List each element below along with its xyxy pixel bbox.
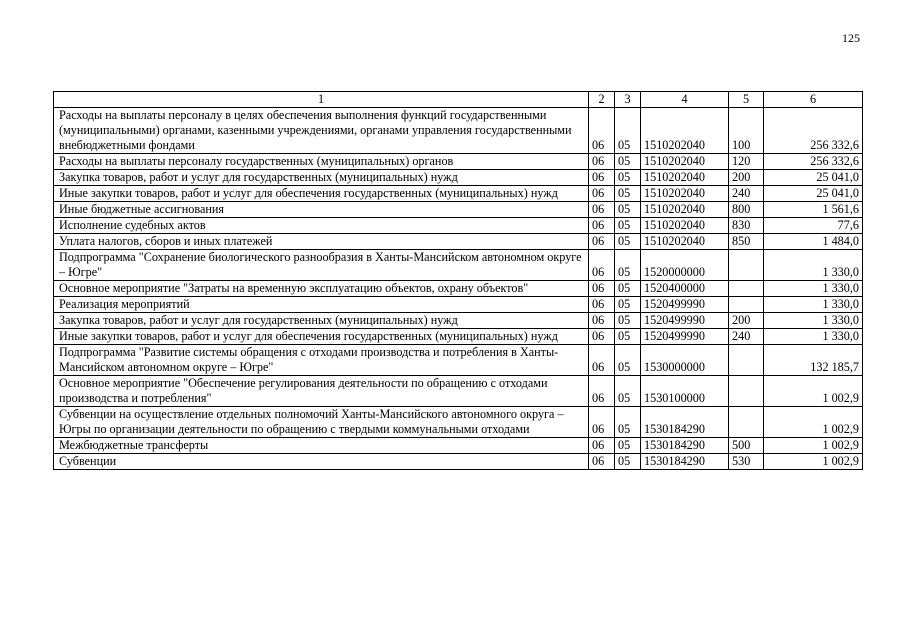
row-name: Межбюджетные трансферты — [54, 438, 589, 454]
table-row — [54, 108, 863, 154]
row-section: 06 — [589, 250, 615, 281]
row-section: 06 — [589, 454, 615, 470]
row-amount: 77,6 — [764, 218, 863, 234]
row-amount: 132 185,7 — [764, 345, 863, 376]
row-target-article: 1510202040 — [641, 186, 729, 202]
row-name: Расходы на выплаты персоналу в целях обеспечения выполнения функций государственными (муниципальными) органами, казенными учреждениями, органами управления государственными внебюджетными фондами — [54, 108, 589, 154]
row-section: 06 — [589, 202, 615, 218]
row-name: Субвенции — [54, 454, 589, 470]
row-expense-type: 800 — [729, 202, 764, 218]
table-row — [54, 154, 863, 170]
row-target-article: 1530184290 — [641, 454, 729, 470]
row-name: Иные закупки товаров, работ и услуг для обеспечения государственных (муниципальных) нужд — [54, 186, 589, 202]
row-expense-type — [729, 376, 764, 407]
column-header-subsection: 3 — [615, 92, 641, 108]
row-target-article: 1530100000 — [641, 376, 729, 407]
row-name: Иные закупки товаров, работ и услуг для обеспечения государственных (муниципальных) нужд — [54, 329, 589, 345]
row-name: Исполнение судебных актов — [54, 218, 589, 234]
row-name: Подпрограмма "Развитие системы обращения с отходами производства и потребления в Ханты-Мансийском автономном округе – Югре" — [54, 345, 589, 376]
row-subsection: 05 — [615, 438, 641, 454]
row-subsection: 05 — [615, 234, 641, 250]
row-expense-type — [729, 407, 764, 438]
row-section: 06 — [589, 313, 615, 329]
row-subsection: 05 — [615, 281, 641, 297]
table-row — [54, 170, 863, 186]
column-header-name: 1 — [54, 92, 589, 108]
row-amount: 1 002,9 — [764, 376, 863, 407]
table-row — [54, 234, 863, 250]
row-name: Субвенции на осуществление отдельных полномочий Ханты-Мансийского автономного округа – Югры по организации деятельности по обращению с твердыми коммунальными отходами — [54, 407, 589, 438]
row-name: Уплата налогов, сборов и иных платежей — [54, 234, 589, 250]
row-target-article: 1510202040 — [641, 108, 729, 154]
row-amount: 1 330,0 — [764, 297, 863, 313]
row-target-article: 1520000000 — [641, 250, 729, 281]
row-target-article: 1510202040 — [641, 170, 729, 186]
row-section: 06 — [589, 170, 615, 186]
row-subsection: 05 — [615, 108, 641, 154]
table-header-row — [54, 92, 863, 108]
row-expense-type — [729, 345, 764, 376]
row-expense-type — [729, 297, 764, 313]
row-section: 06 — [589, 108, 615, 154]
row-subsection: 05 — [615, 407, 641, 438]
row-subsection: 05 — [615, 186, 641, 202]
row-subsection: 05 — [615, 202, 641, 218]
row-amount: 25 041,0 — [764, 170, 863, 186]
row-expense-type: 240 — [729, 329, 764, 345]
row-amount: 1 002,9 — [764, 438, 863, 454]
row-amount: 1 002,9 — [764, 454, 863, 470]
row-target-article: 1510202040 — [641, 202, 729, 218]
table-row — [54, 313, 863, 329]
row-name: Реализация мероприятий — [54, 297, 589, 313]
column-header-amount: 6 — [764, 92, 863, 108]
table-body — [54, 108, 863, 470]
row-name: Основное мероприятие "Затраты на временную эксплуатацию объектов, охрану объектов" — [54, 281, 589, 297]
row-target-article: 1510202040 — [641, 234, 729, 250]
row-amount: 1 002,9 — [764, 407, 863, 438]
row-amount: 1 330,0 — [764, 281, 863, 297]
row-section: 06 — [589, 345, 615, 376]
table-row — [54, 345, 863, 376]
page-number: 125 — [842, 31, 860, 45]
row-section: 06 — [589, 154, 615, 170]
row-section: 06 — [589, 407, 615, 438]
row-subsection: 05 — [615, 154, 641, 170]
row-target-article: 1530184290 — [641, 407, 729, 438]
row-target-article: 1520400000 — [641, 281, 729, 297]
row-target-article: 1520499990 — [641, 329, 729, 345]
row-name: Закупка товаров, работ и услуг для государственных (муниципальных) нужд — [54, 313, 589, 329]
row-section: 06 — [589, 438, 615, 454]
row-expense-type: 240 — [729, 186, 764, 202]
row-section: 06 — [589, 186, 615, 202]
column-header-expense-type: 5 — [729, 92, 764, 108]
row-subsection: 05 — [615, 250, 641, 281]
row-name: Подпрограмма "Сохранение биологического разнообразия в Ханты-Мансийском автономном округе – Югре" — [54, 250, 589, 281]
row-amount: 1 330,0 — [764, 313, 863, 329]
row-name: Закупка товаров, работ и услуг для государственных (муниципальных) нужд — [54, 170, 589, 186]
row-expense-type: 100 — [729, 108, 764, 154]
row-name: Иные бюджетные ассигнования — [54, 202, 589, 218]
column-header-section: 2 — [589, 92, 615, 108]
row-section: 06 — [589, 218, 615, 234]
table-row — [54, 454, 863, 470]
row-amount: 256 332,6 — [764, 108, 863, 154]
table-row — [54, 438, 863, 454]
row-section: 06 — [589, 281, 615, 297]
row-subsection: 05 — [615, 170, 641, 186]
row-section: 06 — [589, 376, 615, 407]
table-row — [54, 376, 863, 407]
row-section: 06 — [589, 234, 615, 250]
row-amount: 1 330,0 — [764, 329, 863, 345]
table-row — [54, 186, 863, 202]
row-expense-type: 830 — [729, 218, 764, 234]
row-name: Расходы на выплаты персоналу государственных (муниципальных) органов — [54, 154, 589, 170]
row-target-article: 1520499990 — [641, 313, 729, 329]
row-target-article: 1530184290 — [641, 438, 729, 454]
row-expense-type: 500 — [729, 438, 764, 454]
table-row — [54, 281, 863, 297]
row-expense-type: 530 — [729, 454, 764, 470]
row-subsection: 05 — [615, 345, 641, 376]
row-expense-type: 200 — [729, 313, 764, 329]
table-row — [54, 250, 863, 281]
row-expense-type: 200 — [729, 170, 764, 186]
table-row — [54, 329, 863, 345]
table-row — [54, 407, 863, 438]
table-row — [54, 218, 863, 234]
row-expense-type — [729, 281, 764, 297]
row-subsection: 05 — [615, 297, 641, 313]
row-target-article: 1520499990 — [641, 297, 729, 313]
row-subsection: 05 — [615, 454, 641, 470]
row-subsection: 05 — [615, 376, 641, 407]
row-name: Основное мероприятие "Обеспечение регулирования деятельности по обращению с отходами производства и потребления" — [54, 376, 589, 407]
table-row — [54, 202, 863, 218]
table-row — [54, 297, 863, 313]
row-expense-type: 850 — [729, 234, 764, 250]
row-section: 06 — [589, 297, 615, 313]
row-amount: 1 484,0 — [764, 234, 863, 250]
column-header-target-article: 4 — [641, 92, 729, 108]
row-subsection: 05 — [615, 313, 641, 329]
budget-table — [53, 91, 863, 470]
row-subsection: 05 — [615, 218, 641, 234]
row-amount: 25 041,0 — [764, 186, 863, 202]
row-target-article: 1510202040 — [641, 154, 729, 170]
row-target-article: 1510202040 — [641, 218, 729, 234]
row-expense-type: 120 — [729, 154, 764, 170]
row-amount: 1 561,6 — [764, 202, 863, 218]
row-expense-type — [729, 250, 764, 281]
row-amount: 256 332,6 — [764, 154, 863, 170]
row-target-article: 1530000000 — [641, 345, 729, 376]
row-section: 06 — [589, 329, 615, 345]
row-subsection: 05 — [615, 329, 641, 345]
row-amount: 1 330,0 — [764, 250, 863, 281]
